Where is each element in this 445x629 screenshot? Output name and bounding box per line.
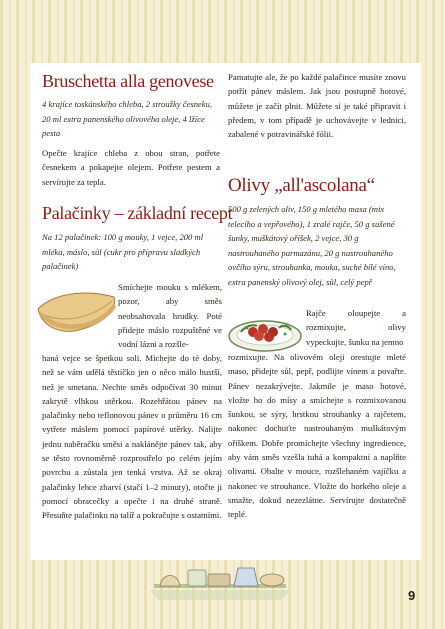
- page-number: 9: [408, 588, 416, 603]
- recipe-page: [30, 63, 421, 560]
- palacinky-title: Palačinky – základní recept: [42, 203, 233, 223]
- palacinky-ingredients: Na 12 palačinek: 100 g mouky, 1 vejce, 200 ml mléka, máslo, sůl (cukr pro přípravu sladkých palačinek): [42, 232, 204, 271]
- olivy-ingredients: 500 g zelených oliv, 150 g mletého masa (mix telecího a vepřového), 1 zralé rajče, 50 g sušené šunky, muškátový oříšek, 2 vejce, 30 g nastrouhaného parmazánu, 20 g nastrouhaného ovčího sýru, strouhanka, mouka, suché bílé víno, extra panenský olivový olej, sůl, celý pepř: [228, 204, 396, 287]
- palacinky-instructions-wrap: Smíchejte mouku s mlékem, pozor, aby směs neobsahovala hrudky. Poté přidejte máslo rozpuštěné ve vodní lázni a rozšle-: [118, 282, 222, 350]
- bruschetta-ingredients: 4 krajíce toskánského chleba, 2 stroužky česneku, 20 ml extra panenského olivového oleje, 4 lžíce pesta: [42, 99, 213, 138]
- olivy-title: Olivy „all'ascolana“: [228, 175, 375, 196]
- kitchenware-decoration: [150, 560, 290, 602]
- palacinky-instructions-continued: Pamatujte ale, že po každé palačince musíte znovu potřít pánev máslem. Jak jsou postupně hotové, můžete je začít plnit. Můžete si je také připravit i předem, v tom případě je uchovávejte v lednici, zabalené v potravinářské fólii.: [228, 72, 406, 140]
- bruschetta-instructions: Opečte krajíce chleba z obou stran, potřete česnekem a pokapejte olejem. Potřete pestem a servírujte za tepla.: [42, 148, 220, 187]
- olives-dish-illustration: [227, 308, 305, 354]
- olivy-instructions-wrap: Rajče oloupejte a rozmixujte, olivy vypeckujte, šunku na jemno: [306, 308, 406, 347]
- pancake-illustration: [34, 285, 120, 341]
- olivy-instructions: rozmixujte. Na olivovém oleji orestujte mleté maso, přidejte sůl, pepř, podlijte vínem a povařte. Pánev nezakrývejte. Jakmile je maso hotové, vložte ho do mísy a smíchejte s rozmixovanou šunkou, se sýry, hrstkou strouhanky a rajčetem, nakonec dochuťte nastrouhaným muškátovým oříškem. Dobře promíchejte všechny ingredience, aby vám směs vzešla tuhá a kompaktní a naplňte olivami. Obalte v mouce, rozšlehaném vajíčku a nakonec ve strouhance. Vložte do horkého oleje a smažte, dokud nezezlátne. Servírujte dostatečně teplé.: [228, 352, 406, 520]
- bruschetta-title: Bruschetta alla genovese: [42, 71, 214, 91]
- palacinky-instructions: haná vejce se špetkou soli. Míchejte do té doby, než se vám udělá těstíčko jen o něco málo hustší, než je smetana. Nechte směs odpočívat 30 minut zakrytě vlhkou utěrkou. Rozehřátou pánev na palačinky nebo teflonovou pánev o průměru 16 cm vytřete máslem pomocí papírové utěrky. Nalijte jednu naběračku směsi a naklánějte pánev tak, aby se těsto rovnoměrně rozprostřelo po celém jejím povrchu a zůstala jen tenká vrstva. Až se okraj palačinky lehce zbarví (stačí 1–2 minuty), otočte ji pomocí obracečky a opečte i na druhé straně. Přesuňte palačinku na talíř a pokračujte s ostatními.: [42, 353, 222, 521]
